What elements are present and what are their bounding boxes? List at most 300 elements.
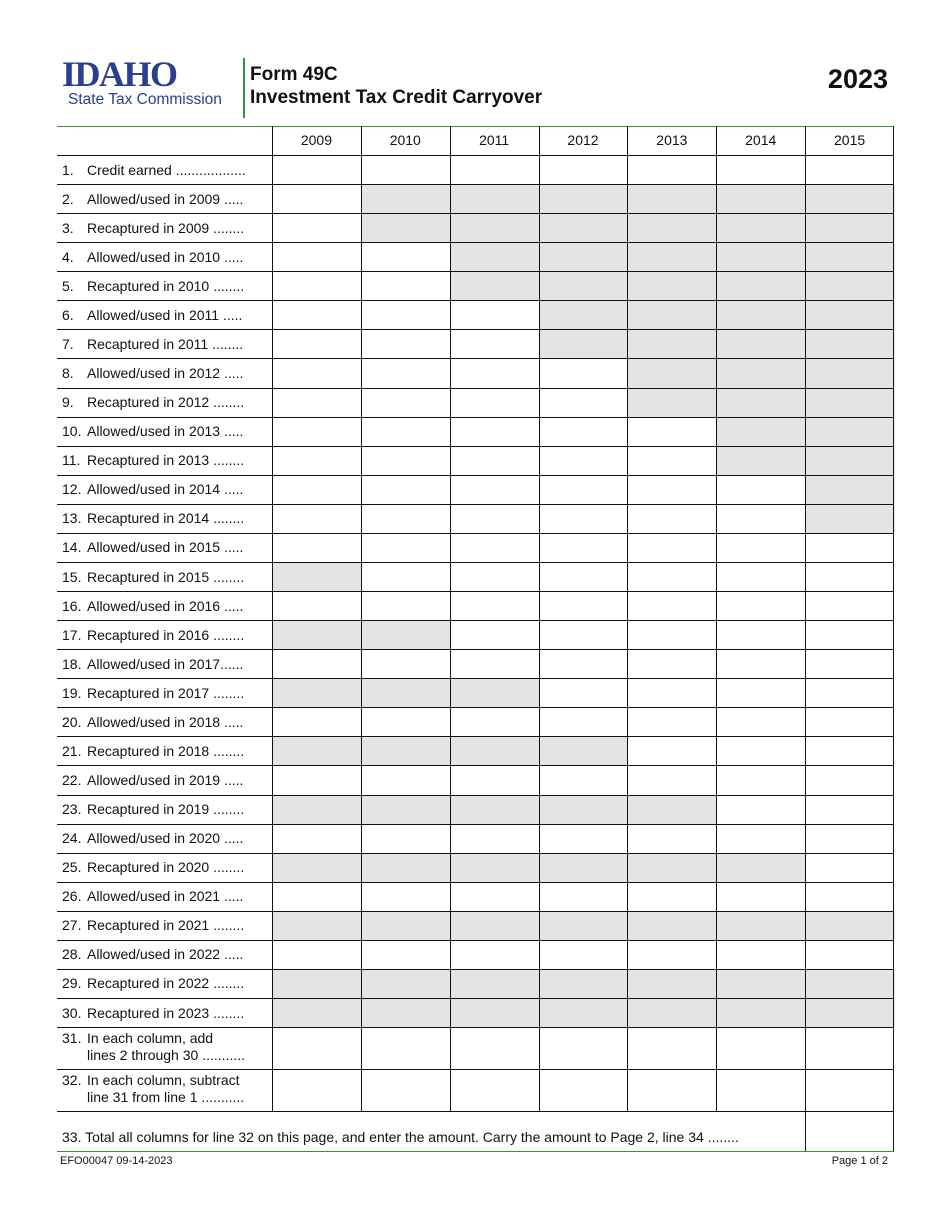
line-4-2009-input[interactable]	[272, 242, 361, 271]
column-divider	[805, 126, 806, 1111]
line-28-2012-input[interactable]	[539, 940, 628, 969]
column-divider	[361, 126, 362, 1111]
line-28-2013-input[interactable]	[627, 940, 716, 969]
line-22-2013-input[interactable]	[627, 765, 716, 794]
form-number: Form 49C	[250, 64, 338, 85]
line-1-2009-input[interactable]	[272, 155, 361, 184]
line-16-2012-input[interactable]	[539, 591, 628, 620]
line-15-2010-input[interactable]	[361, 562, 450, 591]
column-divider	[450, 126, 451, 1111]
row-rule	[57, 678, 894, 679]
line-17-2013-input[interactable]	[627, 620, 716, 649]
line-15-2015-input[interactable]	[805, 562, 894, 591]
line-4-2010-input[interactable]	[361, 242, 450, 271]
column-divider	[716, 126, 717, 1111]
line-31-2015-input[interactable]	[805, 1027, 894, 1069]
shaded-cell	[716, 446, 806, 476]
shaded-cell	[272, 998, 362, 1028]
line-20-2013-input[interactable]	[627, 707, 716, 736]
shaded-cell	[805, 998, 895, 1028]
shaded-cell	[716, 998, 806, 1028]
line-22-label	[57, 765, 271, 794]
line-text-1: Recaptured in 2014 ........	[87, 510, 245, 527]
line-28-2011-input[interactable]	[450, 940, 539, 969]
line-12-2012-input[interactable]	[539, 475, 628, 504]
line-16-2010-input[interactable]	[361, 591, 450, 620]
line-31-2014-input[interactable]	[716, 1027, 805, 1069]
line-number: 25.	[62, 859, 82, 876]
line-number: 15.	[62, 568, 82, 585]
row-rule	[57, 388, 894, 389]
line-text-1: Allowed/used in 2017......	[87, 655, 244, 672]
line-22-2015-input[interactable]	[805, 765, 894, 794]
line-15-label	[57, 562, 271, 591]
line-text-1: Recaptured in 2020 ........	[87, 859, 245, 876]
shaded-cell	[272, 562, 362, 592]
row-rule	[57, 446, 894, 447]
shaded-cell	[539, 184, 629, 214]
line-text	[87, 1072, 244, 1106]
shaded-cell	[627, 184, 717, 214]
line-number: 9.	[62, 394, 74, 411]
shaded-cell	[361, 795, 451, 825]
line-10-2010-input[interactable]	[361, 417, 450, 446]
line-1-2015-input[interactable]	[805, 155, 894, 184]
form-title: Investment Tax Credit Carryover	[250, 87, 543, 108]
line-22-2012-input[interactable]	[539, 765, 628, 794]
line-10-2009-input[interactable]	[272, 417, 361, 446]
line-9-label	[57, 388, 271, 417]
line-25-2015-input[interactable]	[805, 853, 894, 882]
line-15-2013-input[interactable]	[627, 562, 716, 591]
line-24-2009-input[interactable]	[272, 824, 361, 853]
line-13-2013-input[interactable]	[627, 504, 716, 533]
line-16-2015-input[interactable]	[805, 591, 894, 620]
line-text	[87, 539, 243, 555]
column-header-2010: 2010	[389, 132, 421, 148]
line-12-2014-input[interactable]	[716, 475, 805, 504]
shaded-cell	[716, 911, 806, 941]
line-14-2010-input[interactable]	[361, 533, 450, 562]
shaded-cell	[539, 998, 629, 1028]
line-13-2014-input[interactable]	[716, 504, 805, 533]
line-21-2014-input[interactable]	[716, 736, 805, 765]
line-31-2010-input[interactable]	[361, 1027, 450, 1069]
header-rule	[57, 155, 894, 156]
row-rule	[57, 824, 894, 825]
line-3-2009-input[interactable]	[272, 213, 361, 242]
line-16-2009-input[interactable]	[272, 591, 361, 620]
line-32-2009-input[interactable]	[272, 1069, 361, 1111]
row-rule	[57, 242, 894, 243]
row-rule	[57, 853, 894, 854]
line-text	[87, 278, 244, 294]
line-7-2010-input[interactable]	[361, 329, 450, 358]
line-21-2015-input[interactable]	[805, 736, 894, 765]
line-25-label	[57, 853, 271, 882]
row-rule	[57, 213, 894, 214]
line-31-2011-input[interactable]	[450, 1027, 539, 1069]
line-text-1: Allowed/used in 2020 .....	[87, 830, 244, 847]
row-rule	[57, 1069, 894, 1070]
form-id: EFO00047 09-14-2023	[60, 1155, 173, 1167]
line-18-2014-input[interactable]	[716, 649, 805, 678]
line-7-label	[57, 329, 271, 358]
line-24-2015-input[interactable]	[805, 824, 894, 853]
shaded-cell	[627, 795, 717, 825]
row-rule	[57, 329, 894, 330]
line-text-1: Recaptured in 2010 ........	[87, 277, 245, 294]
line-11-2010-input[interactable]	[361, 446, 450, 475]
line-19-2014-input[interactable]	[716, 678, 805, 707]
line-26-2011-input[interactable]	[450, 882, 539, 911]
line-8-2011-input[interactable]	[450, 358, 539, 387]
shaded-cell	[805, 242, 895, 272]
line-4-label	[57, 242, 271, 271]
line-22-2010-input[interactable]	[361, 765, 450, 794]
line-28-2014-input[interactable]	[716, 940, 805, 969]
line-6-2009-input[interactable]	[272, 300, 361, 329]
line-2-2009-input[interactable]	[272, 184, 361, 213]
line-23-2014-input[interactable]	[716, 795, 805, 824]
line-23-label	[57, 795, 271, 824]
shaded-cell	[272, 911, 362, 941]
line-number: 5.	[62, 277, 74, 294]
line-15-2014-input[interactable]	[716, 562, 805, 591]
line-10-2013-input[interactable]	[627, 417, 716, 446]
row-rule	[57, 620, 894, 621]
shaded-cell	[450, 271, 540, 301]
line-14-2014-input[interactable]	[716, 533, 805, 562]
line-31-2013-input[interactable]	[627, 1027, 716, 1069]
line-20-2014-input[interactable]	[716, 707, 805, 736]
line-number: 19.	[62, 684, 82, 701]
line-5-label	[57, 271, 271, 300]
line-text-1: Recaptured in 2021 ........	[87, 917, 245, 934]
line-text-1: Allowed/used in 2010 .....	[87, 248, 244, 265]
line-24-label	[57, 824, 271, 853]
line-5-2010-input[interactable]	[361, 271, 450, 300]
line-text	[87, 859, 244, 875]
shaded-cell	[272, 853, 362, 883]
line-text	[87, 685, 244, 701]
line-17-2012-input[interactable]	[539, 620, 628, 649]
line-13-2011-input[interactable]	[450, 504, 539, 533]
bottom-rule	[57, 1151, 894, 1152]
shaded-cell	[805, 184, 895, 214]
line-text-1: Recaptured in 2015 ........	[87, 568, 245, 585]
line-28-label	[57, 940, 271, 969]
line-text-1: In each column, add	[87, 1030, 214, 1047]
line-20-2010-input[interactable]	[361, 707, 450, 736]
line-16-2013-input[interactable]	[627, 591, 716, 620]
shaded-cell	[450, 678, 540, 708]
shaded-cell	[361, 969, 451, 999]
line-24-2011-input[interactable]	[450, 824, 539, 853]
shaded-cell	[805, 300, 895, 330]
line-18-2012-input[interactable]	[539, 649, 628, 678]
shaded-cell	[805, 329, 895, 359]
column-header-2011: 2011	[479, 132, 510, 148]
line-12-2009-input[interactable]	[272, 475, 361, 504]
line-text	[87, 598, 243, 614]
line-18-2010-input[interactable]	[361, 649, 450, 678]
line-16-2014-input[interactable]	[716, 591, 805, 620]
line-text-1: Recaptured in 2022 ........	[87, 975, 245, 992]
shaded-cell	[539, 736, 629, 766]
line-11-2013-input[interactable]	[627, 446, 716, 475]
line-27-label	[57, 911, 271, 940]
line-7-2009-input[interactable]	[272, 329, 361, 358]
line-text	[87, 1005, 244, 1021]
shaded-cell	[805, 446, 895, 476]
line-text-1: Allowed/used in 2019 .....	[87, 772, 244, 788]
line-28-2015-input[interactable]	[805, 940, 894, 969]
shaded-cell	[539, 911, 629, 941]
line-24-2014-input[interactable]	[716, 824, 805, 853]
line-number: 1.	[62, 161, 74, 178]
shaded-cell	[450, 911, 540, 941]
row-rule	[57, 882, 894, 883]
line-7-2011-input[interactable]	[450, 329, 539, 358]
shaded-cell	[716, 329, 806, 359]
line-22-2014-input[interactable]	[716, 765, 805, 794]
line-text-1: Recaptured in 2012 ........	[87, 394, 245, 411]
line-12-2011-input[interactable]	[450, 475, 539, 504]
line-9-2010-input[interactable]	[361, 388, 450, 417]
line-32-2011-input[interactable]	[450, 1069, 539, 1111]
line-text-1: Allowed/used in 2021 .....	[87, 888, 244, 905]
line-number: 3.	[62, 219, 74, 236]
line-number: 30.	[62, 1004, 82, 1021]
line-11-label	[57, 446, 271, 475]
line-10-2011-input[interactable]	[450, 417, 539, 446]
line-32-2015-input[interactable]	[805, 1069, 894, 1111]
line-26-2010-input[interactable]	[361, 882, 450, 911]
line-17-2011-input[interactable]	[450, 620, 539, 649]
shaded-cell	[450, 736, 540, 766]
shaded-cell	[805, 213, 895, 243]
row-rule	[57, 795, 894, 796]
shaded-cell	[716, 300, 806, 330]
line-text	[87, 365, 243, 381]
shaded-cell	[539, 271, 629, 301]
line-14-2009-input[interactable]	[272, 533, 361, 562]
line-number: 20.	[62, 713, 82, 730]
line-19-2013-input[interactable]	[627, 678, 716, 707]
line-text-1: In each column, subtract	[87, 1072, 240, 1089]
line-28-2010-input[interactable]	[361, 940, 450, 969]
line-18-2009-input[interactable]	[272, 649, 361, 678]
line-text-1: Recaptured in 2013 ........	[87, 452, 245, 469]
line-number: 18.	[62, 655, 82, 672]
line-16-2011-input[interactable]	[450, 591, 539, 620]
line-text-1: Recaptured in 2009 ........	[87, 219, 245, 236]
shaded-cell	[450, 853, 540, 883]
line-26-2013-input[interactable]	[627, 882, 716, 911]
line-text-1: Recaptured in 2019 ........	[87, 801, 245, 818]
shaded-cell	[627, 998, 717, 1028]
line-number: 21.	[62, 742, 82, 759]
shaded-cell	[627, 388, 717, 418]
line-31-2012-input[interactable]	[539, 1027, 628, 1069]
shaded-cell	[627, 300, 717, 330]
line-text	[87, 975, 244, 991]
line-26-2009-input[interactable]	[272, 882, 361, 911]
line-20-label	[57, 707, 271, 736]
line-text	[87, 888, 243, 904]
shaded-cell	[272, 620, 362, 650]
shaded-cell	[627, 271, 717, 301]
line-20-2009-input[interactable]	[272, 707, 361, 736]
line-14-label	[57, 533, 271, 562]
line-31-2009-input[interactable]	[272, 1027, 361, 1069]
line-text	[87, 830, 243, 846]
line-29-label	[57, 969, 271, 998]
row-rule	[57, 562, 894, 563]
line-text	[87, 743, 244, 759]
shaded-cell	[272, 795, 362, 825]
shaded-cell	[361, 678, 451, 708]
agency-name: State Tax Commission	[68, 91, 222, 108]
line-11-2011-input[interactable]	[450, 446, 539, 475]
shaded-cell	[361, 853, 451, 883]
shaded-cell	[627, 242, 717, 272]
line-20-2012-input[interactable]	[539, 707, 628, 736]
column-divider	[893, 126, 894, 1151]
line-22-2009-input[interactable]	[272, 765, 361, 794]
line-28-2009-input[interactable]	[272, 940, 361, 969]
line-19-2015-input[interactable]	[805, 678, 894, 707]
line-6-2011-input[interactable]	[450, 300, 539, 329]
line-text-1: Allowed/used in 2016 .....	[87, 597, 244, 614]
shaded-cell	[450, 213, 540, 243]
line-8-2012-input[interactable]	[539, 358, 628, 387]
line-number: 22.	[62, 772, 82, 788]
line-19-2012-input[interactable]	[539, 678, 628, 707]
line-number: 28.	[62, 946, 82, 963]
shaded-cell	[539, 853, 629, 883]
line-9-2011-input[interactable]	[450, 388, 539, 417]
line-18-2015-input[interactable]	[805, 649, 894, 678]
shaded-cell	[361, 213, 451, 243]
line-26-2014-input[interactable]	[716, 882, 805, 911]
line-1-2012-input[interactable]	[539, 155, 628, 184]
line-18-2011-input[interactable]	[450, 649, 539, 678]
line-22-2011-input[interactable]	[450, 765, 539, 794]
line-text-1: Credit earned ..................	[87, 161, 246, 178]
line-number: 27.	[62, 917, 82, 934]
shaded-cell	[361, 998, 451, 1028]
line-1-2010-input[interactable]	[361, 155, 450, 184]
line-12-2013-input[interactable]	[627, 475, 716, 504]
line-14-2015-input[interactable]	[805, 533, 894, 562]
shaded-cell	[272, 736, 362, 766]
line-17-2015-input[interactable]	[805, 620, 894, 649]
row-rule	[57, 969, 894, 970]
line-26-2012-input[interactable]	[539, 882, 628, 911]
line-32-2014-input[interactable]	[716, 1069, 805, 1111]
shaded-cell	[450, 242, 540, 272]
shaded-cell	[716, 271, 806, 301]
column-header-2009: 2009	[300, 132, 332, 148]
line-32-2010-input[interactable]	[361, 1069, 450, 1111]
shaded-cell	[716, 853, 806, 883]
line-13-2009-input[interactable]	[272, 504, 361, 533]
line-text-1: Allowed/used in 2012 .....	[87, 365, 244, 382]
line-8-2010-input[interactable]	[361, 358, 450, 387]
line-14-2011-input[interactable]	[450, 533, 539, 562]
line-1-2013-input[interactable]	[627, 155, 716, 184]
line-1-2011-input[interactable]	[450, 155, 539, 184]
line-8-2009-input[interactable]	[272, 358, 361, 387]
line-number: 11.	[62, 452, 81, 469]
line-11-2009-input[interactable]	[272, 446, 361, 475]
line-9-2009-input[interactable]	[272, 388, 361, 417]
line-23-2015-input[interactable]	[805, 795, 894, 824]
line-number: 13.	[62, 510, 82, 527]
row-rule	[57, 358, 894, 359]
line-1-2014-input[interactable]	[716, 155, 805, 184]
shaded-cell	[361, 184, 451, 214]
line-24-2012-input[interactable]	[539, 824, 628, 853]
line-18-2013-input[interactable]	[627, 649, 716, 678]
line-5-2009-input[interactable]	[272, 271, 361, 300]
line-number: 29.	[62, 975, 82, 992]
row-rule	[57, 940, 894, 941]
line-text-1: Recaptured in 2018 ........	[87, 742, 245, 759]
line-14-2012-input[interactable]	[539, 533, 628, 562]
line-number: 14.	[62, 539, 82, 556]
line-15-2011-input[interactable]	[450, 562, 539, 591]
line-26-2015-input[interactable]	[805, 882, 894, 911]
shaded-cell	[716, 213, 806, 243]
line-20-2015-input[interactable]	[805, 707, 894, 736]
line-14-2013-input[interactable]	[627, 533, 716, 562]
line-12-2010-input[interactable]	[361, 475, 450, 504]
line-26-label	[57, 882, 271, 911]
row-rule	[57, 1027, 894, 1028]
line-32-2012-input[interactable]	[539, 1069, 628, 1111]
line-11-2012-input[interactable]	[539, 446, 628, 475]
line-text	[87, 220, 244, 236]
shaded-cell	[450, 969, 540, 999]
line-21-2013-input[interactable]	[627, 736, 716, 765]
line-13-2012-input[interactable]	[539, 504, 628, 533]
line-24-2010-input[interactable]	[361, 824, 450, 853]
row-rule	[57, 591, 894, 592]
line-17-2014-input[interactable]	[716, 620, 805, 649]
line-13-2010-input[interactable]	[361, 504, 450, 533]
line-6-2010-input[interactable]	[361, 300, 450, 329]
line-20-2011-input[interactable]	[450, 707, 539, 736]
line-24-2013-input[interactable]	[627, 824, 716, 853]
line-text	[87, 191, 243, 207]
line-10-2012-input[interactable]	[539, 417, 628, 446]
shaded-cell	[716, 417, 806, 447]
line-33-total-input[interactable]	[805, 1111, 894, 1151]
shaded-cell	[716, 184, 806, 214]
shaded-cell	[805, 358, 895, 388]
line-text	[87, 772, 243, 788]
line-text	[87, 162, 246, 178]
line-number: 7.	[62, 335, 74, 352]
line-9-2012-input[interactable]	[539, 388, 628, 417]
line-32-2013-input[interactable]	[627, 1069, 716, 1111]
column-header-2014: 2014	[745, 132, 777, 148]
line-15-2012-input[interactable]	[539, 562, 628, 591]
line-text	[87, 946, 243, 962]
